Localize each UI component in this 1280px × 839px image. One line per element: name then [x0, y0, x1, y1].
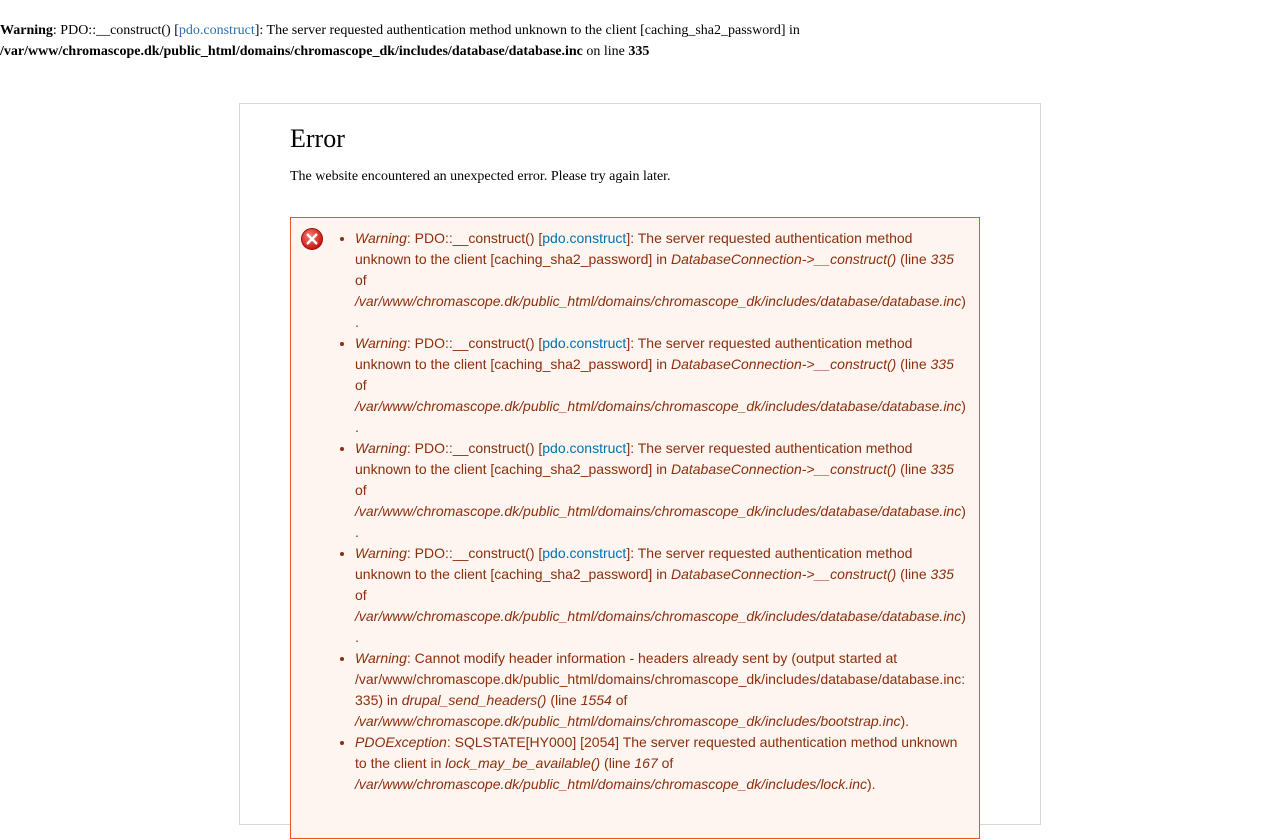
message-type: Warning — [355, 650, 407, 666]
message-text: ]: The server requested authentication method unknown to the client [caching_sha2_password] in — [355, 335, 913, 372]
message-function: lock_may_be_available() — [445, 755, 601, 771]
error-message-item — [355, 648, 967, 732]
warning-line-number: 335 — [628, 44, 650, 59]
pdo-construct-link[interactable]: pdo.construct — [178, 23, 255, 38]
of-label: of — [657, 755, 674, 771]
message-text: ]: The server requested authentication method unknown to the client [caching_sha2_password] in — [355, 545, 913, 582]
message-end: ). — [355, 608, 966, 645]
error-page-container — [239, 103, 1041, 825]
warning-on-line-text: on line — [582, 44, 629, 59]
message-line-number: 167 — [634, 755, 658, 771]
error-message-item — [355, 543, 967, 648]
doc-link[interactable]: pdo.construct — [542, 335, 627, 351]
message-function: drupal_send_headers() — [401, 692, 547, 708]
warning-text: ]: The server requested authentication method unknown to the client [caching_sha2_password] in — [254, 23, 800, 38]
message-type: PDOException — [355, 734, 447, 750]
error-message-item — [355, 333, 967, 438]
message-file-path: /var/www/chromascope.dk/public_html/domains/chromascope_dk/includes/database/database.inc — [355, 608, 962, 624]
of-label: of — [355, 272, 367, 288]
message-line-number: 335 — [930, 356, 954, 372]
message-file-path: /var/www/chromascope.dk/public_html/domains/chromascope_dk/includes/database/database.inc — [355, 293, 962, 309]
line-label: (line — [896, 251, 931, 267]
line-label: (line — [600, 755, 635, 771]
message-text: : PDO::__construct() [ — [406, 230, 543, 246]
message-type: Warning — [355, 440, 407, 456]
message-type: Warning — [355, 230, 407, 246]
error-message-item — [355, 228, 967, 333]
error-message-item — [355, 732, 967, 795]
line-label: (line — [546, 692, 581, 708]
of-label: of — [355, 587, 367, 603]
message-text: : PDO::__construct() [ — [406, 545, 543, 561]
message-file-path: /var/www/chromascope.dk/public_html/domains/chromascope_dk/includes/lock.inc — [355, 776, 868, 792]
message-function: DatabaseConnection->__construct() — [670, 461, 897, 477]
message-end: ). — [355, 503, 966, 540]
message-line-number: 1554 — [580, 692, 612, 708]
message-end: ). — [900, 713, 910, 729]
message-text: : PDO::__construct() [ — [406, 440, 543, 456]
error-icon — [300, 227, 324, 251]
error-message-item — [355, 438, 967, 543]
page-title: Error — [290, 124, 345, 153]
message-text: ]: The server requested authentication method unknown to the client [caching_sha2_password] in — [355, 230, 913, 267]
message-type: Warning — [355, 545, 407, 561]
message-file-path: /var/www/chromascope.dk/public_html/domains/chromascope_dk/includes/database/database.inc — [355, 398, 962, 414]
warning-file-path: /var/www/chromascope.dk/public_html/domains/chromascope_dk/includes/database/database.inc — [0, 44, 583, 59]
message-file-path: /var/www/chromascope.dk/public_html/domains/chromascope_dk/includes/bootstrap.inc — [355, 713, 901, 729]
message-text: : Cannot modify header information - headers already sent by (output started at /var/www/chromascope.dk/public_html/domains/chromascope_dk/includes/database/database.inc:335) in — [355, 650, 966, 708]
message-line-number: 335 — [930, 461, 954, 477]
message-function: DatabaseConnection->__construct() — [670, 251, 897, 267]
of-label: of — [355, 377, 367, 393]
message-line-number: 335 — [930, 566, 954, 582]
warning-label: Warning — [0, 23, 53, 38]
message-function: DatabaseConnection->__construct() — [670, 566, 897, 582]
line-label: (line — [896, 461, 931, 477]
message-end: ). — [867, 776, 876, 792]
warning-function: : PDO::__construct() [ — [52, 23, 179, 38]
error-messages-box — [290, 217, 980, 839]
message-text: : SQLSTATE[HY000] [2054] The server requested authentication method unknown to the client in — [355, 734, 958, 771]
message-end: ). — [355, 398, 966, 435]
message-type: Warning — [355, 335, 407, 351]
of-label: of — [355, 482, 367, 498]
of-label: of — [611, 692, 628, 708]
message-text: : PDO::__construct() [ — [406, 335, 543, 351]
error-message-list — [355, 228, 967, 795]
php-warning-message — [0, 20, 1280, 62]
message-line-number: 335 — [930, 251, 954, 267]
doc-link[interactable]: pdo.construct — [542, 440, 627, 456]
message-function: DatabaseConnection->__construct() — [670, 356, 897, 372]
error-description: The website encountered an unexpected error. Please try again later. — [290, 169, 671, 184]
message-end: ). — [355, 293, 966, 330]
line-label: (line — [896, 566, 931, 582]
doc-link[interactable]: pdo.construct — [542, 230, 627, 246]
line-label: (line — [896, 356, 931, 372]
message-file-path: /var/www/chromascope.dk/public_html/domains/chromascope_dk/includes/database/database.inc — [355, 503, 962, 519]
doc-link[interactable]: pdo.construct — [542, 545, 627, 561]
message-text: ]: The server requested authentication method unknown to the client [caching_sha2_password] in — [355, 440, 913, 477]
